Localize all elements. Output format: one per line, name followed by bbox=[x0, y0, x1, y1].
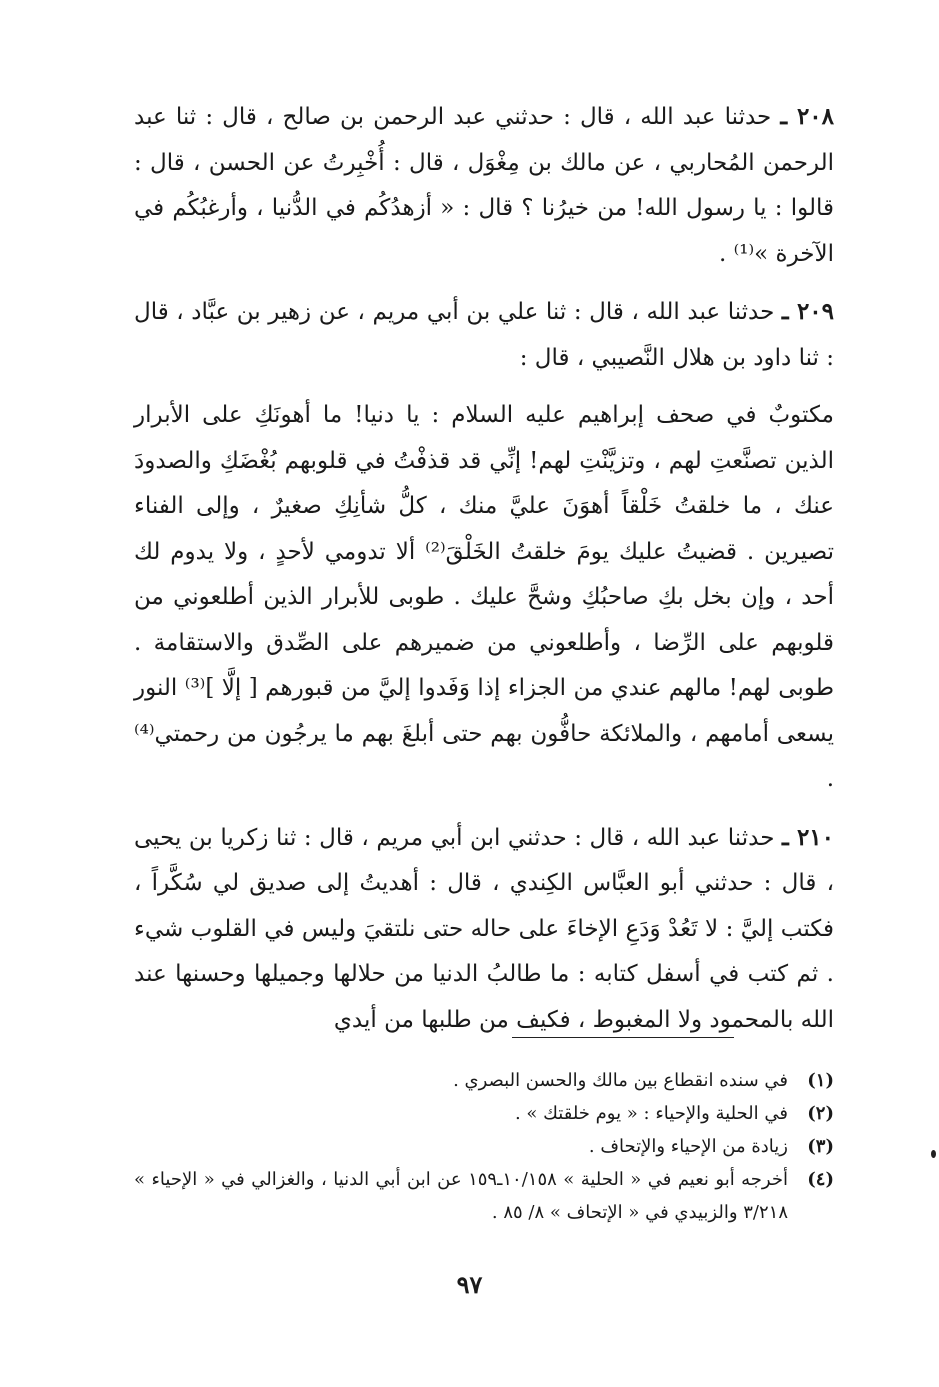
paragraph-text: حدثنا عبد الله ، قال : ثنا علي بن أبي مريم ، عن زهير بن عبَّاد ، قال : ثنا داود بن هلال النَّصيبي ، قال : bbox=[134, 299, 834, 371]
footnote-text: زيادة من الإحياء والإتحاف . bbox=[588, 1136, 788, 1157]
hadith-number: ٢١٠ ـ bbox=[781, 823, 835, 851]
hadith-number: ٢٠٩ ـ bbox=[781, 298, 834, 325]
paragraph-208 bbox=[134, 94, 834, 277]
paragraph-209 bbox=[134, 289, 834, 381]
paragraph-210 bbox=[134, 815, 834, 1044]
footnote-text: في سنده انقطاع بين مالك والحسن البصري . bbox=[453, 1070, 788, 1091]
scan-edge-mark bbox=[931, 1150, 936, 1158]
footnote-3 bbox=[134, 1130, 834, 1163]
footnote-number: (١) bbox=[807, 1070, 834, 1091]
footnote-number: (٣) bbox=[807, 1136, 834, 1157]
main-text bbox=[134, 94, 834, 1043]
footnotes bbox=[134, 1064, 834, 1229]
footnote-separator bbox=[512, 1037, 734, 1038]
footnote-2 bbox=[134, 1097, 834, 1130]
footnote-text: في الحلية والإحياء : « يوم خلقتك » . bbox=[514, 1103, 788, 1124]
page-number: ٩٧ bbox=[456, 1270, 483, 1299]
footnote-1 bbox=[134, 1064, 834, 1097]
footnote-number: (٢) bbox=[807, 1103, 834, 1124]
hadith-number: ٢٠٨ ـ bbox=[780, 103, 835, 130]
footnote-number: (٤) bbox=[807, 1169, 834, 1190]
paragraph-text: حدثنا عبد الله ، قال : حدثني عبد الرحمن بن صالح ، قال : ثنا عبد الرحمن المُحاربي ، عن مالك بن مِغْوَل ، قال : أُخْبِرتُ عن الحسن ، قال : قالوا : يا رسول الله! من خيرُنا ؟ قال : « أزهدُكُم في الدُّنيا ، وأرغبُكُم في الآخرة »⁽¹⁾ . bbox=[134, 104, 834, 267]
paragraph-text: حدثنا عبد الله ، قال : حدثني ابن أبي مريم ، قال : ثنا زكريا بن يحيى ، قال : حدثني أبو العبَّاس الكِندي ، قال : أهديتُ إلى صديق لي سُكَّراً ، فكتب إليَّ : لا تَعُدْ وَدَعِ الإخاءَ على حاله حتى نلتقيَ وليس في القلوب شيء . ثم كتب في أسفل كتابه : ما طالبُ الدنيا من حلالها وجميلها وحسنها عند الله بالمحمود ولا المغبوط ، فكيف من طلبها من أيدي bbox=[134, 824, 834, 1033]
paragraph-quote bbox=[134, 393, 834, 803]
paragraph-text: مكتوبٌ في صحف إبراهيم عليه السلام : يا دنيا! ما أهونَكِ على الأبرار الذين تصنَّعتِ لهم ، وتزيَّنْتِ لهم! إنِّي قد قذفْتُ في قلوبهم بُغْضَكِ والصدودَ عنك ، ما خلقتُ خَلْقاً أهوَنَ عليَّ منك ، كلُّ شأنِكِ صغيرٌ ، وإلى الفناء تصيرين . قضيتُ عليك يومَ خلقتُ الخَلْقَ⁽²⁾ ألا تدومي لأحدٍ ، ولا يدوم لك أحد ، وإن بخل بكِ صاحبُكِ وشحَّ عليك . طوبى للأبرار الذين أطلعوني من قلوبهم على الرِّضا ، وأطلعوني من ضميرهم على الصِّدق والاستقامة . طوبى لهم! مالهم عندي من الجزاء إذا وَفَدوا إليَّ من قبورهم [ إلَّا ]⁽³⁾ النور يسعى أمامهم ، والملائكة حافُّون بهم حتى أبلغَ بهم ما يرجُون من رحمتي⁽⁴⁾ . bbox=[134, 402, 834, 792]
footnote-4 bbox=[134, 1163, 834, 1229]
footnote-text: أخرجه أبو نعيم في « الحلية » ١٠/١٥٨ـ١٥٩ عن ابن أبي الدنيا ، والغزالي في « الإحياء » ٣/٢١٨ والزبيدي في « الإتحاف » ٨/ ٨٥ . bbox=[134, 1169, 788, 1223]
